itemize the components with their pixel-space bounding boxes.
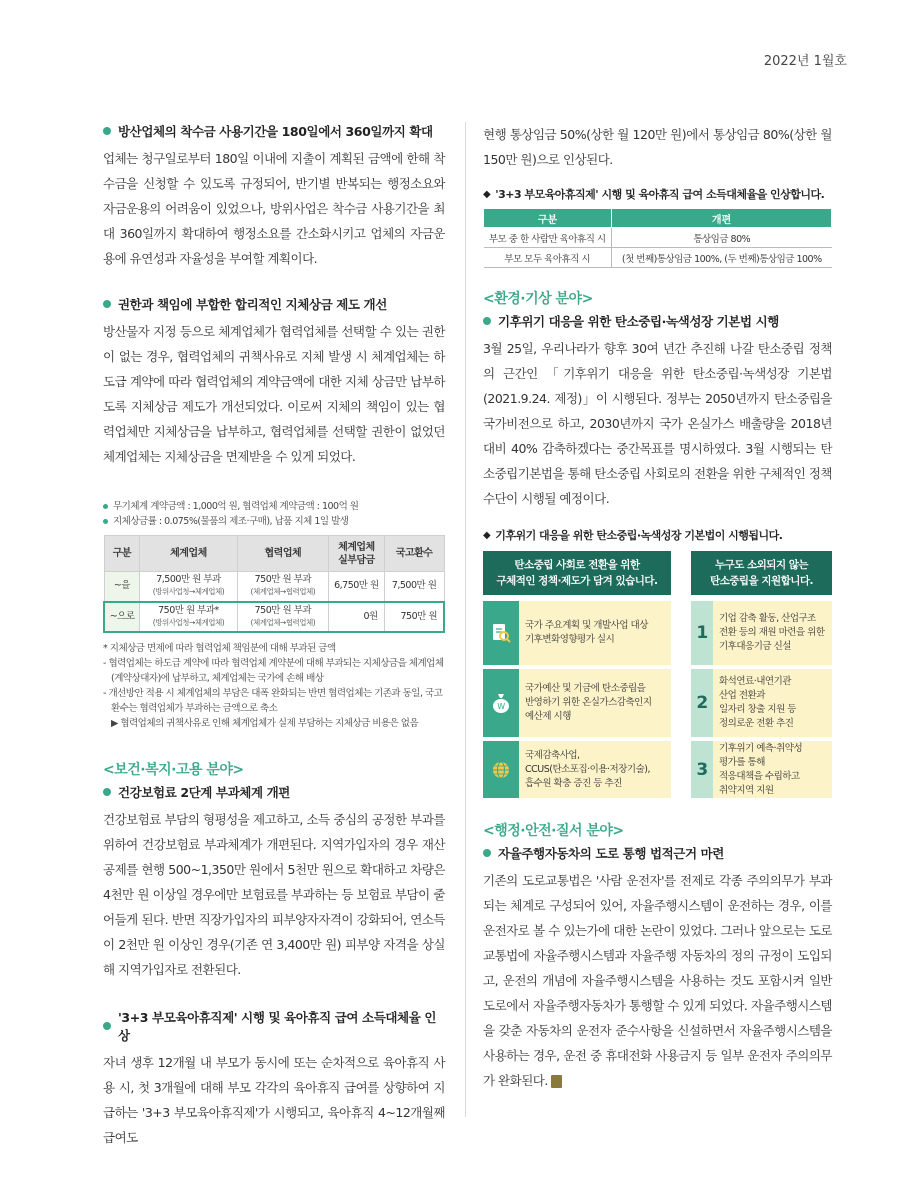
paragraph: 현행 통상임금 50%(상한 월 120만 원)에서 통상임금 80%(상한 월 150만 원)으로 인상된다. xyxy=(483,127,832,167)
category-heading: <행정·안전·질서 분야> xyxy=(483,823,624,839)
support-item xyxy=(691,741,832,798)
note-text: 지체상금률 : 0.075%(물품의 제조·구매), 납품 지체 1일 발생 xyxy=(113,516,349,527)
support-item xyxy=(691,601,832,665)
table-cell: 750만 원 xyxy=(384,602,444,632)
table-header: 개편 xyxy=(612,209,832,228)
issue-date: 2022년 1월호 xyxy=(763,54,847,69)
paragraph: 자녀 생후 12개월 내 부모가 동시에 또는 순차적으로 육아휴직 사용 시, 첫 3개월에 대해 부모 각각의 육아휴직 급여를 상향하여 지급하는 '3+3 부모육아휴직제'가 시행되고, 육아휴직 4~12개월째 급여도 xyxy=(103,1054,445,1145)
table-footnotes xyxy=(103,641,445,731)
table-cell: 부모 모두 육아휴직 시 xyxy=(484,248,612,268)
penalty-table xyxy=(103,535,445,633)
heading-text: '3+3 부모육아휴직제' 시행 및 육아휴직 급여 소득대체율을 인상합니다. xyxy=(495,188,825,201)
footnote: ▶ 협력업체의 귀책사유로 인해 체계업체가 실제 부담하는 지체상금 비용은 없음 xyxy=(111,717,419,729)
table-row xyxy=(484,228,832,248)
bullet-dot-icon xyxy=(103,504,108,509)
paragraph: 3월 25일, 우리나라가 향후 30여 년간 추진해 나갈 탄소중립 정책의 근간인 「기후위기 대응을 위한 탄소중립·녹색성장 기본법(2021.9.24. 제정)」이 시행된다. 정부는 2050년까지 탄소중립을 국가비전으로 하고, 2030년까지 국가 온실가스 배출량을 2018년 대비 40% 감축하겠다는 중간목표를 명시하였다. 3월 시행되는 탄소중립기본법을 통해 탄소중립 사회로의 전환을 위한 구체적인 정책 수단이 시행될 예정이다. xyxy=(483,341,832,506)
money-bag-icon xyxy=(483,669,519,737)
infographic-header-left: 탄소중립 사회로 전환을 위한 구체적인 정책·제도가 담겨 있습니다. xyxy=(483,551,671,595)
item-number: 3 xyxy=(691,741,713,798)
diamond-icon: ◆ xyxy=(483,529,491,541)
paragraph: 업체는 청구일로부터 180일 이내에 지출이 계획된 금액에 한해 착수금을 신청할 수 있도록 규정되어, 반기별 반복되는 행정소요와 자금운용의 어려움이 있었으나, 방위사업은 착수금 사용기간을 최대 360일까지 확대하여 행정소요를 간소화시키고 업체의 자금운용에 유연성과 자율성을 부여할 계획이다. xyxy=(103,151,445,266)
note-text: 무기체계 계약금액 : 1,000억 원, 협력업체 계약금액 : 100억 원 xyxy=(113,501,359,512)
section-heading xyxy=(483,844,832,862)
item-number: 2 xyxy=(691,669,713,737)
box-heading xyxy=(483,527,832,543)
example-conditions xyxy=(103,499,445,529)
policy-item xyxy=(483,741,671,798)
table-row xyxy=(484,248,832,268)
bullet-dot-icon xyxy=(483,317,491,325)
table-cell: 750만 원 부과* (방위사업청→체계업체) xyxy=(140,602,237,632)
parental-leave-table xyxy=(483,208,832,268)
bullet-dot-icon xyxy=(103,788,111,796)
row-label: ~으로 xyxy=(104,602,140,632)
box-heading xyxy=(483,186,832,202)
footnote: * 지체상금 면제에 따라 협력업체 책임분에 대해 부과된 금액 xyxy=(103,642,336,654)
table-row xyxy=(104,572,444,602)
paragraph: 기존의 도로교통법은 '사람 운전자'를 전제로 각종 주의의무가 부과되는 체계로 구성되어 있어, 자율주행시스템이 운전하는 경우, 이를 운전자로 볼 수 있는가에 대한 논란이 있었다. 그러나 앞으로는 도로교통법에 자율주행시스템과 자율주행 자동차의 정의 규정이 도입되고, 운전의 개념에 자율주행시스템을 사용하는 것도 포함시켜 일반 도로에서 자율주행자동차가 통행할 수 있게 되었다. 자율주행시스템을 갖춘 자동차의 운전자 준수사항을 신설하면서 자율주행시스템을 사용하는 경우, 운전 중 휴대전화 사용금지 등 일부 운전자 주의의무가 완화된다. xyxy=(483,873,832,1088)
table-cell: 부모 중 한 사람만 육아휴직 시 xyxy=(484,228,612,248)
bullet-dot-icon xyxy=(103,127,111,135)
carbon-neutral-infographic xyxy=(483,551,832,798)
footnote: - 협력업체는 하도급 계약에 따라 협력업체 계약분에 대해 부과되는 지체상금을 체계업체(계약상대자)에 납부하고, 체계업체는 국가에 손해 배상 xyxy=(103,657,444,684)
table-cell: 6,750만 원 xyxy=(329,572,385,602)
table-cell: 7,500만 원 xyxy=(384,572,444,602)
category-heading: <보건·복지·고용 분야> xyxy=(103,761,244,778)
row-label: ~을 xyxy=(104,572,140,602)
table-cell: 750만 원 부과 (체계업체→협력업체) xyxy=(237,572,328,602)
heading-text: 권한과 책임에 부합한 합리적인 지체상금 제도 개선 xyxy=(118,297,387,312)
table-row-highlighted xyxy=(104,602,444,632)
table-cell: (첫 번째)통상임금 100%, (두 번째)통상임금 100% xyxy=(612,248,832,268)
policy-text: 국가예산 및 기금에 탄소중립을 반영하기 위한 온실가스감축인지 예산제 시행 xyxy=(525,683,652,722)
support-text: 화석연료·내연기관 산업 전환과 일자리 창출 지원 등 정의로운 전환 추진 xyxy=(719,676,796,729)
left-column xyxy=(103,122,445,1150)
bullet-dot-icon xyxy=(103,300,111,308)
support-text: 기업 감축 활동, 산업구조 전환 등의 재원 마련을 위한 기후대응기금 신설 xyxy=(719,613,825,652)
policy-item xyxy=(483,601,671,665)
infographic-header-right: 누구도 소외되지 않는 탄소중립을 지원합니다. xyxy=(691,551,832,595)
support-item xyxy=(691,669,832,737)
heading-text: '3+3 부모육아휴직제' 시행 및 육아휴직 급여 소득대체율 인상 xyxy=(118,1009,437,1043)
table-cell: 통상임금 80% xyxy=(612,228,832,248)
category-heading: <환경·기상 분야> xyxy=(483,291,593,307)
table-header: 구분 xyxy=(484,209,612,228)
table-header: 체계업체 xyxy=(140,536,237,572)
diamond-icon: ◆ xyxy=(483,188,491,200)
policy-text: 국제감축사업, CCUS(탄소포집·이용·저장기술), 흡수원 확충 증진 등 추진 xyxy=(525,749,650,789)
heading-text: 자율주행자동차의 도로 통행 법적근거 마련 xyxy=(498,846,724,861)
heading-text: 기후위기 대응을 위한 탄소중립·녹색성장 기본법 시행 xyxy=(498,314,779,329)
table-header: 협력업체 xyxy=(237,536,328,572)
heading-text: 방산업체의 착수금 사용기간을 180일에서 360일까지 확대 xyxy=(118,124,433,139)
table-cell: 7,500만 원 부과 (방위사업청→체계업체) xyxy=(140,572,237,602)
column-divider xyxy=(465,122,466,1117)
section-heading xyxy=(103,1008,445,1044)
item-number: 1 xyxy=(691,601,713,665)
globe-icon xyxy=(483,741,519,798)
paragraph: 건강보험료 부담의 형평성을 제고하고, 소득 중심의 공정한 부과를 위하여 건강보험료 부과체계가 개편된다. 지역가입자의 경우 재산 공제를 현행 500~1,350만 원에서 5천만 원으로 확대하고 차량은 4천만 원 이상일 경우에만 보험료를 부과하는 등 보험료 부담이 줄어들게 된다. 반면 직장가입자의 피부양자자격이 강화되어, 연소득이 2천만 원 이상인 경우(기존 연 3,400만 원) 피부양 자격을 상실해 지역가입자로 전환된다. xyxy=(103,811,445,977)
section-heading xyxy=(483,312,832,330)
bullet-dot-icon xyxy=(103,519,108,524)
heading-text: 건강보험료 2단계 부과체계 개편 xyxy=(118,784,290,800)
magnifier-document-icon xyxy=(483,601,519,665)
policy-text: 국가 주요계획 및 개발사업 대상 기후변화영향평가 실시 xyxy=(525,620,648,645)
section-heading xyxy=(103,295,445,313)
support-text: 기후위기 예측·취약성 평가를 통해 적응대책을 수립하고 취약지역 지원 xyxy=(719,742,803,796)
policy-item xyxy=(483,669,671,737)
heading-text: 기후위기 대응을 위한 탄소중립·녹색성장 기본법이 시행됩니다. xyxy=(495,529,783,542)
svg-text:W: W xyxy=(497,702,505,711)
footnote: - 개선방안 적용 시 체계업체의 부담은 대폭 완화되는 반면 협력업체는 기존과 동일, 국고환수는 협력업체가 부과하는 금액으로 축소 xyxy=(103,687,443,714)
bullet-dot-icon xyxy=(483,849,491,857)
table-cell: 0원 xyxy=(329,602,385,632)
table-header: 체계업체 실부담금 xyxy=(329,536,385,572)
bullet-dot-icon xyxy=(103,1022,111,1030)
paragraph: 방산물자 지정 등으로 체계업체가 협력업체를 선택할 수 있는 권한이 없는 경우, 협력업체의 귀책사유로 지체 발생 시 체계업체는 하도급 계약에 따라 협력업체의 계약금액에 대한 지체 상금만 납부하도록 지체상금 제도가 개선되었다. 이로써 지체의 책임이 있는 협력업체만 지체상금을 납부하고, 협력업체를 선택할 권한이 없었던 체계업체는 지체상금을 면제받을 수 있게 되었다. xyxy=(103,324,445,464)
section-heading xyxy=(103,783,445,801)
right-column xyxy=(483,122,832,1093)
table-header: 구분 xyxy=(104,536,140,572)
end-mark-icon xyxy=(551,1075,562,1088)
table-cell: 750만 원 부과 (체계업체→협력업체) xyxy=(237,602,328,632)
table-header: 국고환수 xyxy=(384,536,444,572)
section-heading xyxy=(103,122,445,140)
